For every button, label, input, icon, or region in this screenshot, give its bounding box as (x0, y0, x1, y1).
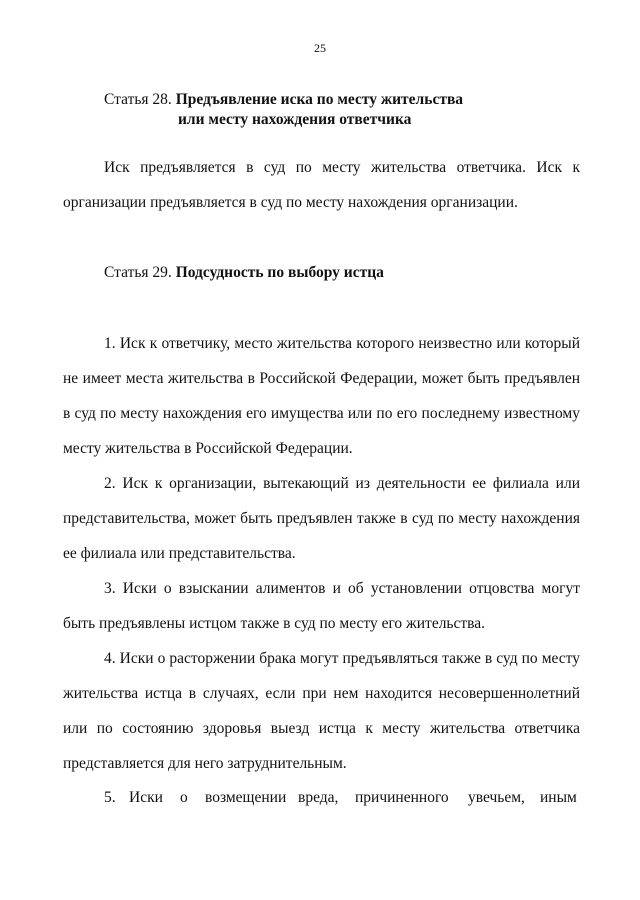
article-28-number: Статья 28. (104, 91, 172, 108)
paragraph-5-word: иным (540, 789, 577, 806)
paragraph-5-word: Иски (129, 789, 163, 806)
article-29-paragraph-2: 2. Иск к организации, вытекающий из деятельности ее филиала или представительства, может быть предъявлен также в суд по месту нахождения ее филиала или представительства. (63, 475, 580, 562)
paragraph-5-word: возмещении (205, 789, 287, 806)
paragraph-5-word: 5. (104, 789, 116, 806)
article-29-title: Подсудность по выбору истца (175, 264, 384, 281)
article-28-title-line-1: Предъявление иска по месту жительства (175, 91, 464, 108)
article-28-title-line-2: или месту нахождения ответчика (178, 111, 412, 128)
paragraph-5-word: причиненного (355, 789, 449, 806)
article-29-heading (104, 263, 384, 283)
article-29-paragraph-1: 1. Иск к ответчику, место жительства которого неизвестно или который не имеет места жительства в Российской Федерации, может быть предъявлен в суд по месту нахождения его имущества или по его последнему известному месту жительства в Российской Федерации. (63, 335, 580, 457)
article-28-heading (104, 90, 463, 130)
paragraph-5-word: вреда, (298, 789, 339, 806)
article-29-paragraph-4: 4. Иски о расторжении брака могут предъявляться также в суд по месту жительства истца в случаях, если при нем находится несовершеннолетний или по состоянию здоровья выезд истца к месту жительства ответчика представляется для него затруднительным. (63, 650, 580, 772)
page-number: 25 (314, 41, 326, 55)
paragraph-5-word: о (180, 789, 188, 806)
article-29-paragraph-3: 3. Иски о взыскании алиментов и об установлении отцовства могут быть предъявлены истцом также в суд по месту его жительства. (63, 580, 580, 632)
article-29-number: Статья 29. (104, 264, 172, 281)
article-28-paragraph: Иск предъявляется в суд по месту жительства ответчика. Иск к организации предъявляется в суд по месту нахождения организации. (63, 159, 580, 211)
paragraph-5-word: увечьем, (468, 789, 525, 806)
article-29-paragraph-5-start (63, 780, 580, 815)
